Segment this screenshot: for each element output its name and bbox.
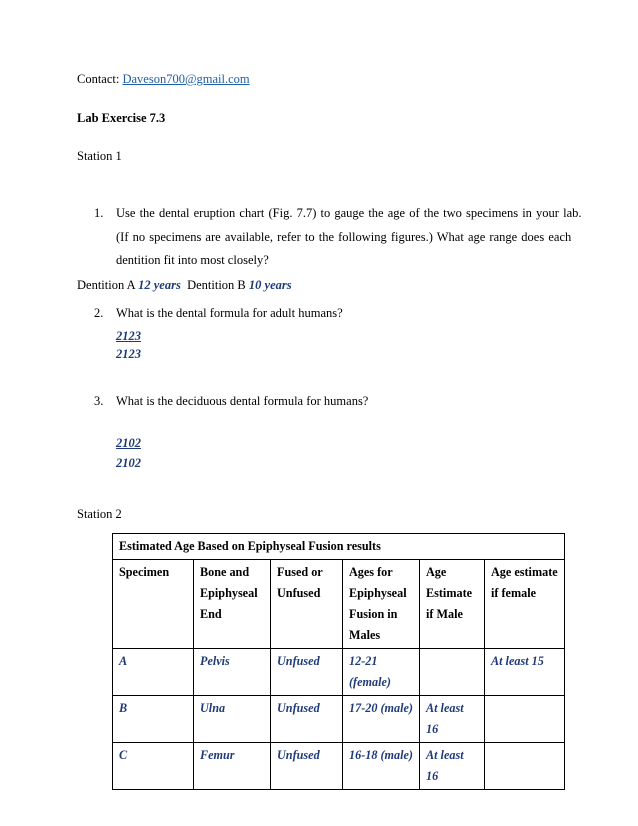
q1-line-2: (If no specimens are available, refer to the following figures.) What age range does each [116, 230, 572, 244]
table-row [113, 743, 565, 790]
dentition-a-value: 12 years [138, 278, 181, 292]
dentition-b-label: Dentition B [187, 278, 246, 292]
header-age-female: Age estimate if female [485, 560, 565, 649]
cell-ages-males: 17-20 (male) [343, 696, 420, 743]
header-age-male: Age Estimate if Male [420, 560, 485, 649]
cell-ages-males: 12-21 (female) [343, 649, 420, 696]
cell-fused: Unfused [271, 696, 343, 743]
epiphyseal-fusion-table [112, 533, 565, 790]
q1-number: 1. [94, 206, 104, 220]
q2-text: What is the dental formula for adult humans? [116, 306, 343, 320]
table-row [113, 649, 565, 696]
q3-text: What is the deciduous dental formula for humans? [116, 394, 369, 408]
q2-number: 2. [94, 306, 104, 320]
q3-number: 3. [94, 394, 104, 408]
cell-age-male: At least 16 [420, 696, 485, 743]
header-ages-males: Ages for Epiphyseal Fusion in Males [343, 560, 420, 649]
cell-age-male [420, 649, 485, 696]
cell-bone: Ulna [194, 696, 271, 743]
q3-answer-bottom: 2102 [116, 456, 141, 470]
cell-specimen: B [113, 696, 194, 743]
table-header-row [113, 560, 565, 649]
header-bone: Bone and Epiphyseal End [194, 560, 271, 649]
dentition-answers [77, 278, 292, 293]
table-title-row [113, 534, 565, 560]
q1-line-1: Use the dental eruption chart (Fig. 7.7) to gauge the age of the two specimens in your lab. [116, 206, 582, 220]
cell-specimen: C [113, 743, 194, 790]
cell-fused: Unfused [271, 649, 343, 696]
cell-age-female: At least 15 [485, 649, 565, 696]
q2-answer-top: 2123 [116, 329, 141, 343]
contact-label: Contact: [77, 72, 120, 86]
cell-bone: Pelvis [194, 649, 271, 696]
cell-age-male: At least 16 [420, 743, 485, 790]
header-fused: Fused or Unfused [271, 560, 343, 649]
cell-specimen: A [113, 649, 194, 696]
table-row [113, 696, 565, 743]
q1-line-3: dentition fit into most closely? [116, 253, 269, 267]
dentition-b-value: 10 years [248, 278, 292, 292]
cell-ages-males: 16-18 (male) [343, 743, 420, 790]
table-title: Estimated Age Based on Epiphyseal Fusion results [113, 534, 565, 560]
station-1-label: Station 1 [77, 149, 122, 163]
cell-fused: Unfused [271, 743, 343, 790]
cell-bone: Femur [194, 743, 271, 790]
q2-answer-bottom: 2123 [116, 347, 141, 361]
contact-line [77, 72, 250, 87]
q3-answer-top: 2102 [116, 436, 141, 450]
cell-age-female [485, 743, 565, 790]
contact-email-link[interactable]: Daveson700@gmail.com [122, 72, 250, 86]
cell-age-female [485, 696, 565, 743]
header-specimen: Specimen [113, 560, 194, 649]
lab-title: Lab Exercise 7.3 [77, 111, 166, 125]
station-2-label: Station 2 [77, 507, 122, 521]
dentition-a-label: Dentition A [77, 278, 135, 292]
